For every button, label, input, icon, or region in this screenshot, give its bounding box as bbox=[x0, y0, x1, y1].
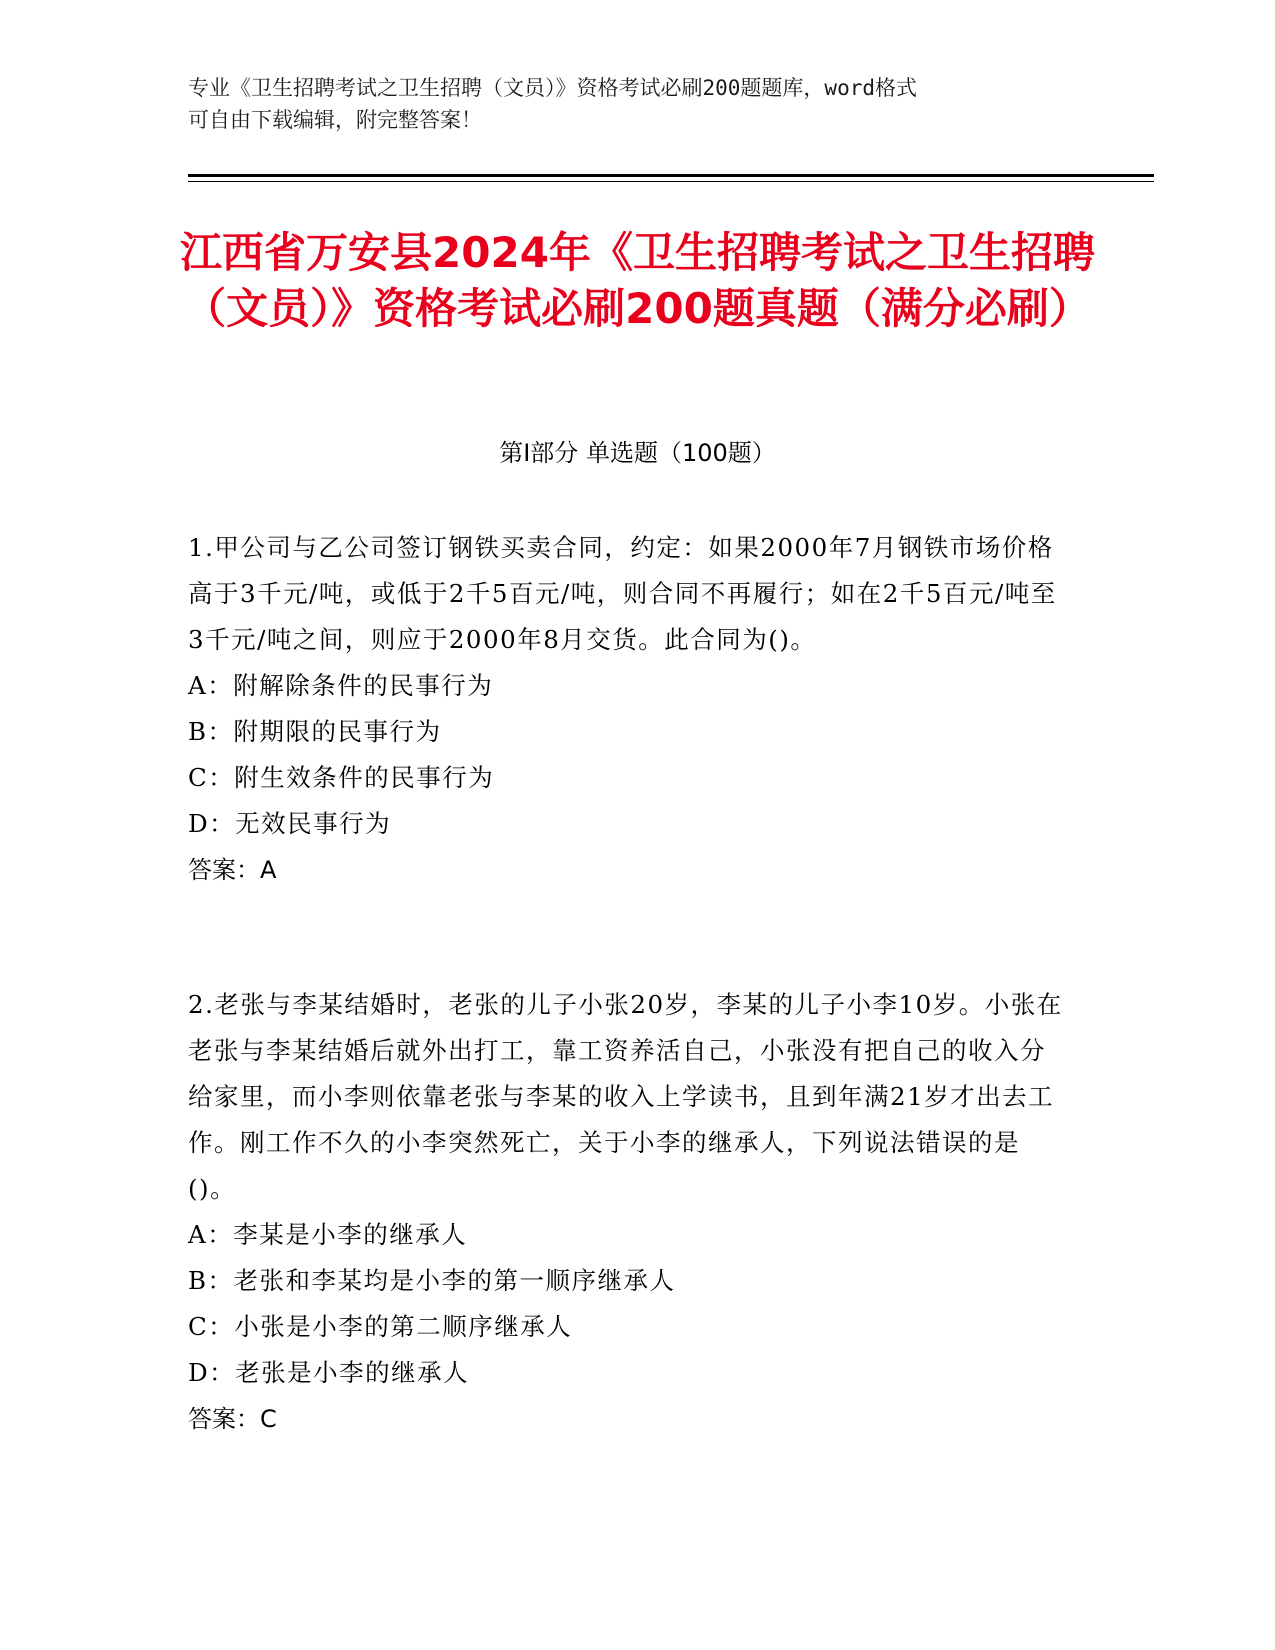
option-d: D：无效民事行为 bbox=[188, 809, 392, 838]
answer-line: 答案：A bbox=[188, 856, 277, 884]
option-a: A：李某是小李的继承人 bbox=[188, 1220, 468, 1249]
section-heading: 第Ⅰ部分 单选题（100题） bbox=[499, 439, 776, 467]
question-stem: 2.老张与李某结婚时，老张的儿子小张20岁，李某的儿子小李10岁。小张在老张与李某结婚后就外出打工，靠工资养活自己，小张没有把自己的收入分给家里，而小李则依靠老张与李某的收入上学读书，且到年满21岁才出去工作。刚工作不久的小李突然死亡，关于小李的继承人，下列说法错误的是()。 bbox=[188, 990, 1063, 1203]
header-note bbox=[188, 72, 1088, 136]
option-b: B：老张和李某均是小李的第一顺序继承人 bbox=[188, 1266, 676, 1295]
header-note-line-2: 可自由下载编辑，附完整答案！ bbox=[188, 108, 482, 132]
header-divider-thin bbox=[188, 181, 1154, 182]
option-list bbox=[188, 1212, 1068, 1396]
question-2 bbox=[188, 982, 1068, 1442]
answer-line: 答案：C bbox=[188, 1405, 277, 1433]
option-a: A：附解除条件的民事行为 bbox=[188, 671, 494, 700]
option-list bbox=[188, 663, 1068, 847]
option-c: C：小张是小李的第二顺序继承人 bbox=[188, 1312, 573, 1341]
question-stem: 1.甲公司与乙公司签订钢铁买卖合同，约定：如果2000年7月钢铁市场价格高于3千元/吨，或低于2千5百元/吨，则合同不再履行；如在2千5百元/吨至3千元/吨之间，则应于2000年8月交货。此合同为()。 bbox=[188, 533, 1057, 654]
question-1 bbox=[188, 525, 1068, 893]
option-d: D：老张是小李的继承人 bbox=[188, 1358, 470, 1387]
header-divider-thick bbox=[188, 174, 1154, 177]
header-note-line-1: 专业《卫生招聘考试之卫生招聘（文员）》资格考试必刷200题题库，word格式 bbox=[188, 76, 917, 100]
option-c: C：附生效条件的民事行为 bbox=[188, 763, 495, 792]
option-b: B：附期限的民事行为 bbox=[188, 717, 442, 746]
document-title: 江西省万安县2024年《卫生招聘考试之卫生招聘（文员）》资格考试必刷200题真题（满分必刷） bbox=[180, 228, 1095, 333]
